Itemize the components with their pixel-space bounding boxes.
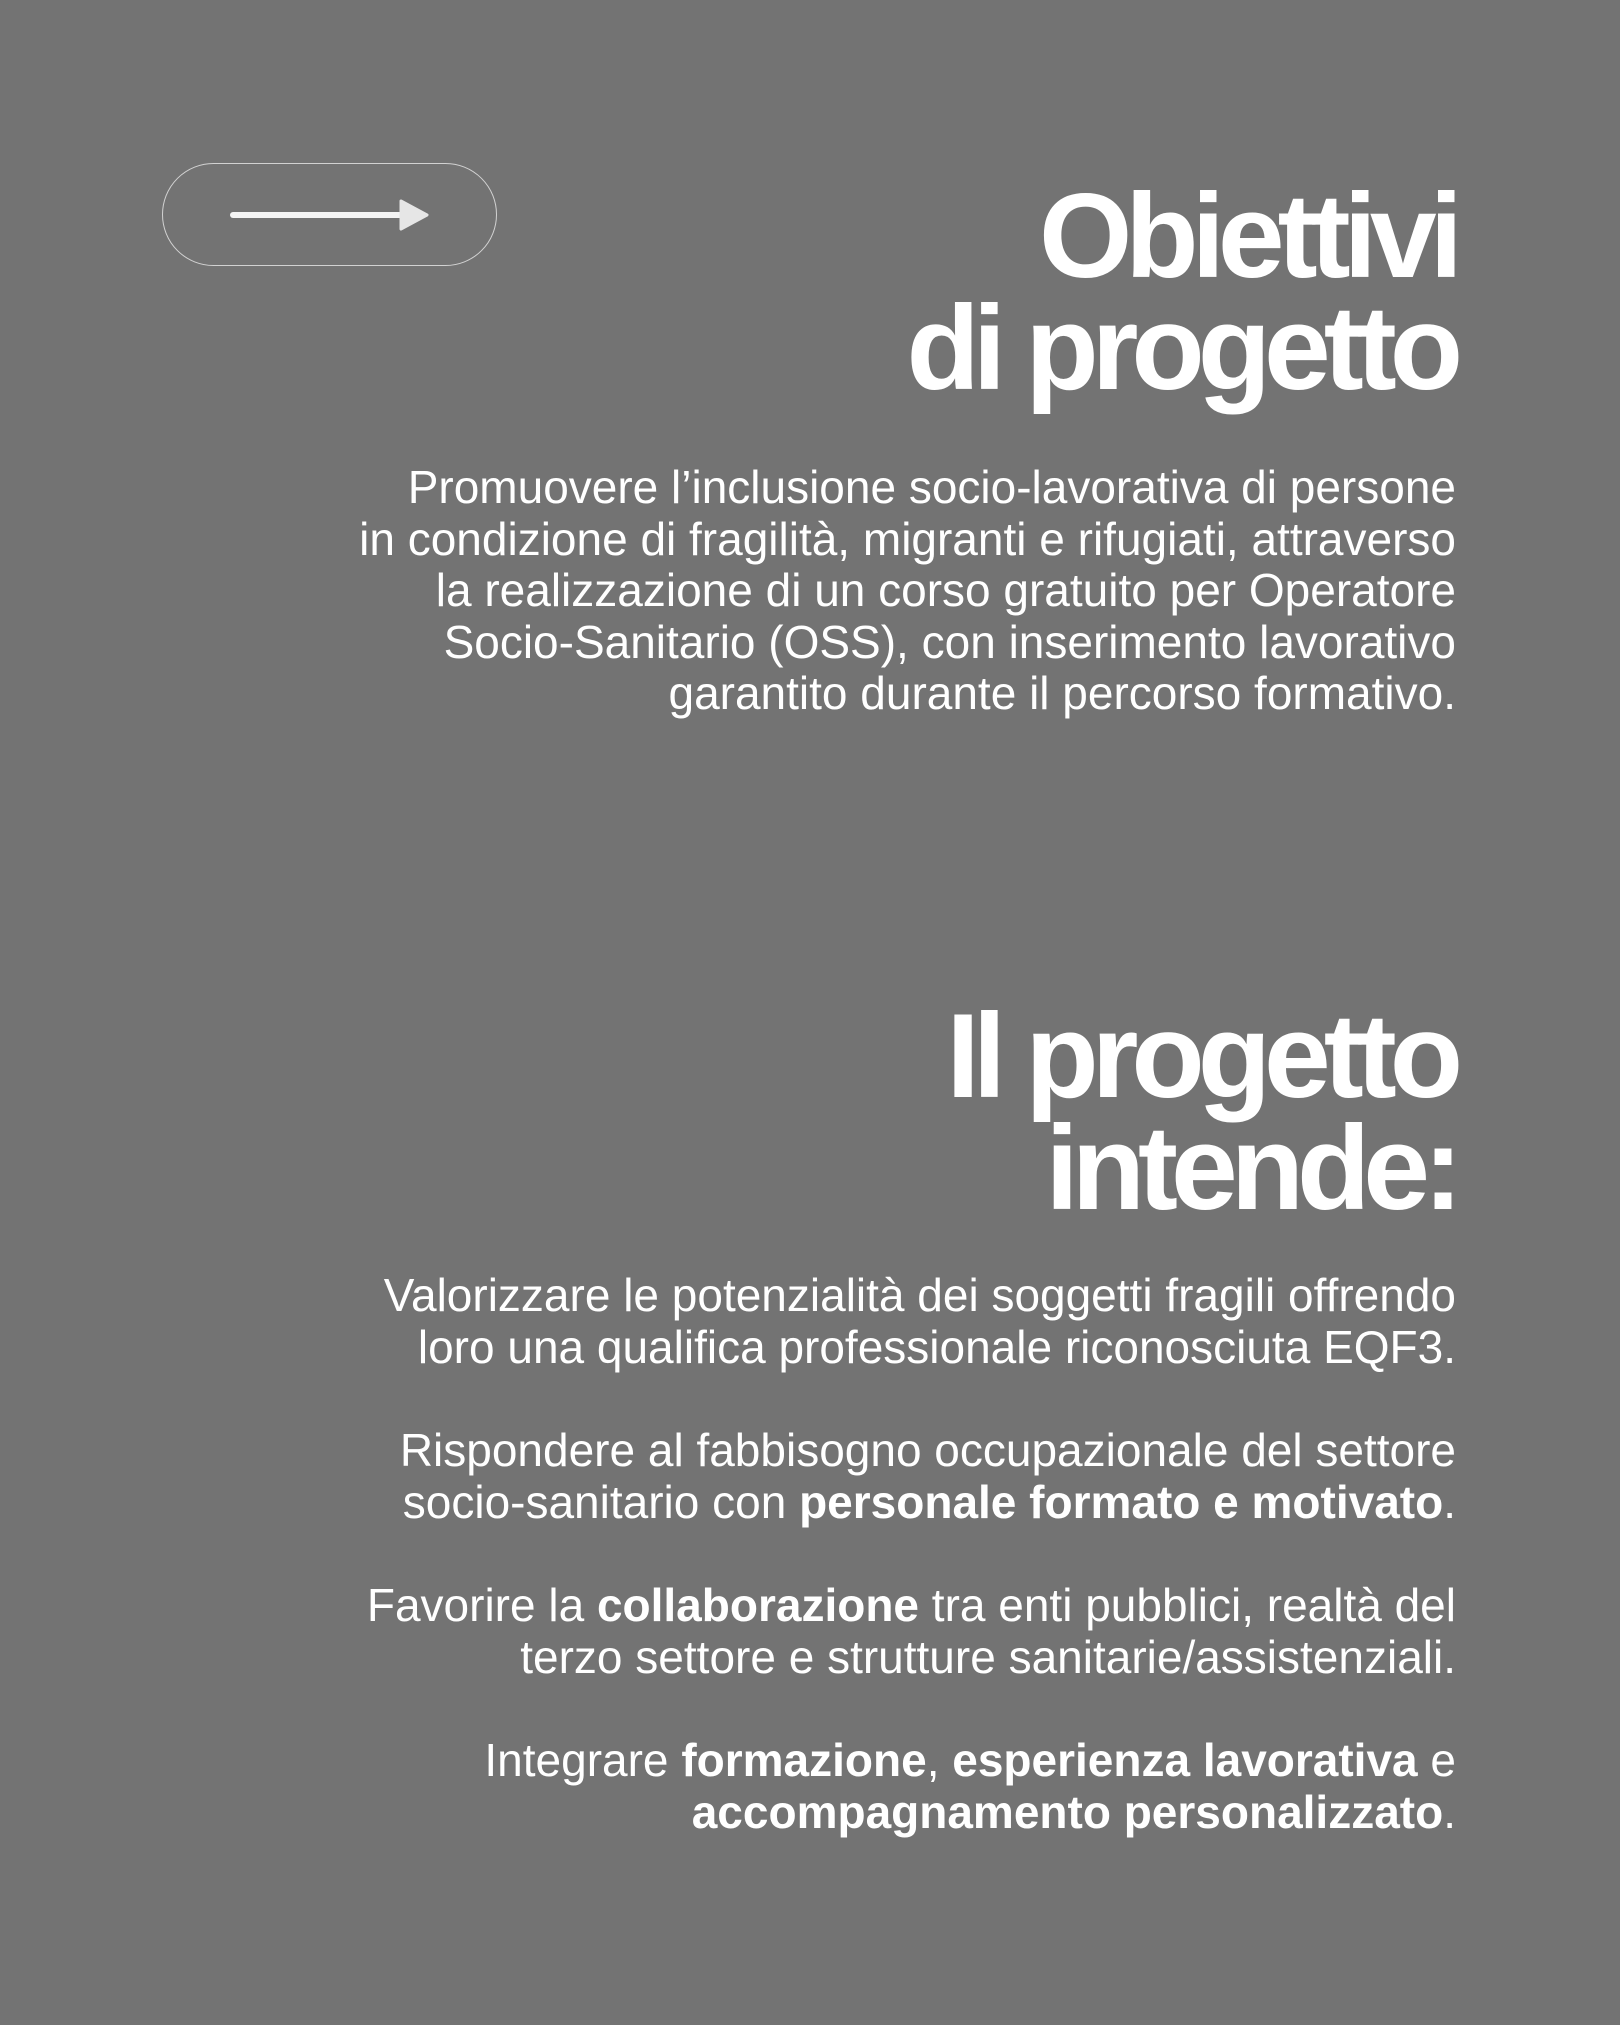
intent-item-2-line-1: Rispondere al fabbisogno occupazionale del settore [399,1424,1456,1476]
intent-item-2-line-2 [367,1477,1456,1529]
intent-item-4-emphasis-3: accompagnamento personalizzato [691,1785,1444,1838]
objectives-text-line-1: Promuovere l’inclusione socio-lavorativa di persone [407,461,1456,513]
arrow-right-icon [225,191,435,239]
intent-heading-block [946,989,1456,1235]
objectives-heading-block [906,169,1456,415]
intent-heading [946,989,1456,1235]
intent-heading-line-1: Il progetto [946,989,1456,1123]
objectives-description [359,462,1456,720]
intent-item [367,1735,1456,1838]
objectives-text-line-3: la realizzazione di un corso gratuito per Operatore [435,564,1456,616]
intent-item-2-period: . [1443,1475,1456,1528]
intent-item-1-line-1: Valorizzare le potenzialità dei soggetti fragili offrendo [383,1269,1456,1321]
intent-item [367,1425,1456,1528]
intent-item-4-separator: , [926,1734,953,1786]
intent-heading-line-2: intende: [1045,1101,1456,1235]
intent-item [367,1270,1456,1373]
intent-item-3-emphasis: collaborazione [596,1579,920,1631]
intent-item-3-text-rest: tra enti pubblici, realtà del [919,1579,1456,1631]
objectives-heading [906,169,1456,415]
intent-item-3-line-1 [367,1580,1456,1632]
next-arrow-button[interactable] [162,163,497,266]
intent-item-4-conjunction: e [1417,1734,1456,1786]
intent-item-4-period: . [1443,1785,1456,1838]
intent-item-1-line-2: loro una qualifica professionale riconosciuta EQF3. [417,1320,1456,1373]
objectives-heading-line-1: Obiettivi [1038,169,1456,303]
objectives-text-line-4: Socio-Sanitario (OSS), con inserimento lavorativo [443,615,1456,668]
objectives-paragraph [359,462,1456,720]
objectives-text-line-5: garantito durante il percorso formativo. [668,667,1456,719]
intent-item-4-emphasis-2: esperienza lavorativa [952,1734,1418,1786]
intent-item [367,1580,1456,1683]
intent-item-3-line-2: terzo settore e strutture sanitarie/assistenziali. [520,1630,1456,1683]
objectives-heading-line-2: di progetto [906,281,1456,415]
intent-item-2-text: socio-sanitario con [402,1475,800,1528]
intent-item-4-emphasis-1: formazione [681,1734,927,1786]
intent-item-4-text: Integrare [484,1734,682,1786]
intent-list [367,1270,1456,1890]
intent-item-4-line-2 [367,1787,1456,1839]
objectives-text-line-2: in condizione di fragilità, migranti e rifugiati, attraverso [359,512,1456,565]
intent-item-3-text: Favorire la [366,1579,597,1631]
intent-item-2-emphasis: personale formato e motivato [799,1475,1444,1528]
intent-item-4-line-1 [367,1735,1456,1787]
